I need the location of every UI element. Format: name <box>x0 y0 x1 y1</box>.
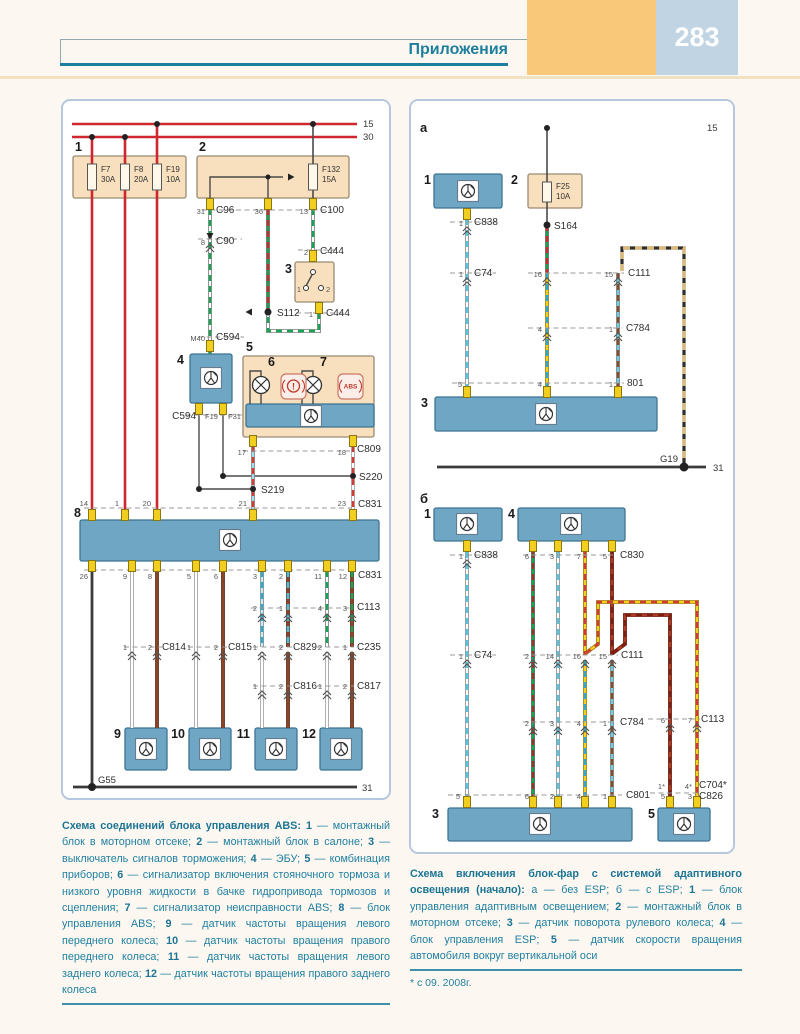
connector-stub <box>609 797 616 808</box>
wire-label: C831 <box>358 570 382 581</box>
wire-label: 23 <box>337 499 346 508</box>
wire-label: 5 <box>455 792 460 801</box>
brake-warning-glyph: ! <box>292 381 295 392</box>
junction-dot <box>122 134 128 140</box>
wire-label: C826 <box>699 791 723 802</box>
wire-label: 1 <box>424 507 431 521</box>
wire-label: 1 <box>608 380 613 389</box>
wire-label: F7 <box>101 165 111 174</box>
wire-label: 3 <box>252 572 257 581</box>
wire-label: 2 <box>524 719 529 728</box>
wire-label: 5 <box>602 552 607 561</box>
wire-label: 20 <box>142 499 151 508</box>
connector-stub <box>530 541 537 552</box>
wire-label: 14 <box>79 499 88 508</box>
wire-label: C784 <box>626 323 650 334</box>
connector-stub <box>207 199 214 210</box>
connector-stub <box>544 387 551 398</box>
wire-label: C100 <box>320 205 344 216</box>
wire-label: C816 <box>293 681 317 692</box>
wire-label: 21 <box>238 499 247 508</box>
junction-dot <box>544 222 551 229</box>
connector-stub <box>667 797 674 808</box>
junction-dot <box>266 175 271 180</box>
connector-stub <box>582 797 589 808</box>
wire-label: 15 <box>598 652 607 661</box>
wire-label: C814 <box>162 642 186 653</box>
wire-label: 15 <box>363 119 374 130</box>
wire-label: 5 <box>186 572 191 581</box>
wire-label: 13 <box>299 207 308 216</box>
wire-label: C235 <box>357 642 381 653</box>
wire-label: 3 <box>342 604 347 613</box>
wire-label: 11 <box>236 727 250 741</box>
junction-dot <box>88 783 96 791</box>
fuse-symbol <box>309 164 318 190</box>
wire-label: 5 <box>457 380 462 389</box>
wire-label: 2 <box>511 173 518 187</box>
component-symbol <box>457 514 478 535</box>
wire-label: 1 <box>296 285 301 294</box>
wire-label: 1 <box>114 499 119 508</box>
wire-label: 9 <box>122 572 127 581</box>
connector-stub <box>89 561 96 572</box>
wire-label: 4 <box>508 507 515 521</box>
wire-label: 8 <box>147 572 152 581</box>
connector-stub <box>154 561 161 572</box>
fuse-symbol <box>88 164 97 190</box>
wire-label: 1 <box>317 682 322 691</box>
wire-label: 12 <box>302 727 316 741</box>
wire-label: 15 <box>604 270 613 279</box>
wire-label: 31 <box>713 463 724 474</box>
connector-stub <box>582 541 589 552</box>
connector-stub <box>316 303 323 314</box>
wire-label: 6 <box>524 552 529 561</box>
component-symbol <box>674 814 695 835</box>
wire-label: C784 <box>620 717 644 728</box>
wire-label: C111 <box>628 268 651 279</box>
wire-label: 3 <box>285 262 292 276</box>
page-number: 283 <box>674 22 720 52</box>
wire-label: 11 <box>314 572 322 581</box>
wire-label: 2 <box>303 248 308 257</box>
wire-label: C801 <box>626 790 650 801</box>
wire-label: 3 <box>687 792 692 801</box>
brake-warning-icon <box>281 374 306 399</box>
junction-dot <box>265 309 272 316</box>
wire-label: 3 <box>549 719 554 728</box>
wire-label: C111 <box>621 650 644 661</box>
junction-dot <box>680 463 689 472</box>
wire-label: 1 <box>458 652 463 661</box>
wire-label: 4* <box>684 782 692 791</box>
wire-label: 1 <box>75 140 82 154</box>
wire-label: 7 <box>320 355 327 369</box>
connector-stub <box>220 561 227 572</box>
right-caption-text: Схема включения блок-фар с системой адаптивного освещения (начало): а — без ESP; б — с ESP; 1 — блок управления адаптивным освещением; 2 — монтажный блок в моторном отсеке; 3 — датчик поворота рулевого колеса; 4 — блок управления ESP; 5 — датчик скорости вращения автомобиля вокруг вертикальной оси <box>410 868 742 963</box>
wire-label: 1 <box>252 682 257 691</box>
abs-warning-icon <box>338 374 363 399</box>
wire-label: C829 <box>293 642 317 653</box>
wire-label: C74 <box>474 268 493 279</box>
wire-label: C838 <box>474 550 498 561</box>
wire-label: 2 <box>213 643 218 652</box>
connector-stub <box>555 797 562 808</box>
wire-label: 10 <box>171 727 185 741</box>
wire-label: 6 <box>524 792 529 801</box>
wire-label: 801 <box>627 378 644 389</box>
wire-label: 7 <box>687 716 692 725</box>
wire-label: 1 <box>608 325 613 334</box>
junction-dot <box>310 121 316 127</box>
left-caption-rule <box>62 1003 390 1005</box>
wire-label: S220 <box>359 472 383 483</box>
component-symbol <box>201 368 222 389</box>
fuse-symbol <box>543 182 552 202</box>
wire-label: 26 <box>79 572 88 581</box>
wire-label: 1 <box>458 552 463 561</box>
connector-stub <box>464 387 471 398</box>
wire-label: 8 <box>74 506 81 520</box>
lamp-symbol <box>253 377 270 394</box>
wire-label: 15A <box>322 175 337 184</box>
wire-label: 1 <box>602 792 607 801</box>
wire-label: 2 <box>317 643 322 652</box>
junction-dot <box>196 486 202 492</box>
wire-label: 2 <box>278 572 283 581</box>
connector-stub <box>615 387 622 398</box>
wire-label: C96 <box>216 205 235 216</box>
right-diagram-panel <box>410 100 734 853</box>
wire-label: C113 <box>701 714 725 725</box>
wire-label: 5 <box>648 807 655 821</box>
connector-stub <box>350 436 357 447</box>
connector-stub <box>207 341 214 352</box>
component-symbol <box>331 739 352 760</box>
wire-label: 31 <box>362 783 373 794</box>
wire-label: 2 <box>342 682 347 691</box>
wire-label: 5 <box>246 340 253 354</box>
wire-label: 2 <box>524 652 529 661</box>
component-symbol <box>200 739 221 760</box>
component-symbol <box>136 739 157 760</box>
wire-label: 1 <box>308 310 313 319</box>
connector-stub <box>555 541 562 552</box>
wire-label: 2 <box>549 792 554 801</box>
wire-label: 10A <box>556 192 571 201</box>
component-block <box>528 174 582 208</box>
header-title: Приложения <box>408 41 508 58</box>
connector-stub <box>89 510 96 521</box>
wire-label: 14 <box>545 652 554 661</box>
wire-label: C809 <box>357 444 381 455</box>
wire-label: C830 <box>620 550 644 561</box>
junction-dot <box>220 473 226 479</box>
wire-label: 4 <box>177 353 184 367</box>
connector-stub <box>196 404 203 415</box>
wire-label: 16 <box>572 652 581 661</box>
wire-label: 9 <box>114 727 121 741</box>
wire-label: 18 <box>337 448 346 457</box>
wire-label: 2 <box>252 604 257 613</box>
wire-label: M40 <box>190 334 205 343</box>
left-diagram-caption <box>62 818 390 1005</box>
wire-label: G19 <box>660 454 678 465</box>
wire-label: 1 <box>458 270 463 279</box>
wire-label: F8 <box>134 165 144 174</box>
wire-label: 4 <box>537 325 542 334</box>
wire-label: C90 <box>216 236 235 247</box>
wire-label: C444 <box>320 246 344 257</box>
wire-label: S219 <box>261 485 285 496</box>
connector-stub <box>259 561 266 572</box>
junction-dot <box>350 473 356 479</box>
wire-label: 6 <box>268 355 275 369</box>
wire-label: 20A <box>134 175 149 184</box>
wire-label: 4 <box>537 380 542 389</box>
wire-label: C444 <box>326 308 350 319</box>
junction-dot <box>154 121 160 127</box>
wire-label: 15 <box>707 123 718 134</box>
wire-label: 2 <box>199 140 206 154</box>
wire-label: 3 <box>421 396 428 410</box>
wire-label: C594 <box>216 332 240 343</box>
wire-label: F31 <box>228 412 241 421</box>
wire-label: C74 <box>474 650 493 661</box>
wire-label: 1 <box>342 643 347 652</box>
connector-stub <box>609 541 616 552</box>
wire-label: 4 <box>576 719 581 728</box>
connector-stub <box>464 209 471 220</box>
fuse-symbol <box>121 164 130 190</box>
wire-label: F25 <box>556 182 570 191</box>
connector-stub <box>122 510 129 521</box>
wire-label: C831 <box>358 499 382 510</box>
wire-label: 8 <box>200 238 205 247</box>
right-caption-rule <box>410 969 742 971</box>
wire-label: 30A <box>101 175 116 184</box>
abs-warning-glyph: ABS <box>343 383 358 391</box>
component-symbol <box>561 514 582 535</box>
component-block <box>295 262 334 302</box>
junction-dot <box>89 134 95 140</box>
wire-label: 36 <box>254 207 263 216</box>
wire-label: 1 <box>122 643 127 652</box>
wire-label: F132 <box>322 165 341 174</box>
connector-stub <box>464 797 471 808</box>
component-symbol <box>458 181 479 202</box>
wire-label: C817 <box>357 681 381 692</box>
connector-stub <box>220 404 227 415</box>
wire-label: 31 <box>196 207 205 216</box>
wire-label: 1 <box>458 219 463 228</box>
footnote: * с 09. 2008г. <box>410 977 472 990</box>
wire-label: S112 <box>277 308 300 319</box>
wire-label: 6 <box>213 572 218 581</box>
lamp-symbol <box>305 377 322 394</box>
connector-stub <box>310 251 317 262</box>
wire-label: 2 <box>278 682 283 691</box>
wire-label: 3 <box>432 807 439 821</box>
wire-label: S164 <box>554 221 578 232</box>
connector-stub <box>324 561 331 572</box>
connector-stub <box>349 561 356 572</box>
wire-label: C594 <box>172 411 196 422</box>
wire-label: G55 <box>98 775 116 786</box>
left-caption-text: Схема соединений блока управления ABS: 1 — монтажный блок в моторном отсеке; 2 — монтажный блок в салоне; 3 — выключатель сигналов торможения; 4 — ЭБУ; 5 — комбинация приборов; 6 — сигнализатор включения стояночного тормоза и низкого уровня жидкости в бачке гидропривода тормозов и сцепления; 7 — сигнализатор неисправности ABS; 8 — блок управления ABS; 9 — датчик частоты вращения левого переднего колеса; 10 — датчик частоты вращения правого переднего колеса; 11 — датчик частоты вращения левого заднего колеса; 12 — датчик частоты вращения правого заднего колеса <box>62 820 391 997</box>
component-symbol <box>301 406 322 427</box>
connector-stub <box>265 199 272 210</box>
wire-label: 1 <box>602 719 607 728</box>
connector-stub <box>129 561 136 572</box>
wire-label: 17 <box>237 448 246 457</box>
wire-label: 1 <box>278 604 283 613</box>
wire-label: F19 <box>166 165 180 174</box>
wire-label: C838 <box>474 217 498 228</box>
wire-label: 2 <box>147 643 152 652</box>
connector-stub <box>350 510 357 521</box>
wire-label: 30 <box>363 132 374 143</box>
junction-dot <box>250 486 256 492</box>
connector-stub <box>464 541 471 552</box>
connector-stub <box>285 561 292 572</box>
wire-label: 3 <box>549 552 554 561</box>
wire-label: F19 <box>205 412 218 421</box>
wire-label: б <box>420 491 429 506</box>
wire-label: 12 <box>338 572 347 581</box>
junction-dot <box>544 125 550 131</box>
connector-stub <box>250 510 257 521</box>
wire-label: 2 <box>326 285 331 294</box>
connector-stub <box>530 797 537 808</box>
wire-label: C113 <box>357 602 381 613</box>
wire-label: 1 <box>424 173 431 187</box>
right-diagram-caption <box>410 866 742 992</box>
wire-label: 4 <box>317 604 322 613</box>
connector-stub <box>154 510 161 521</box>
component-symbol <box>220 530 241 551</box>
component-symbol <box>530 814 551 835</box>
wire-label: 6 <box>660 716 665 725</box>
wire-label: C815 <box>228 642 252 653</box>
wire-label: а <box>420 120 428 135</box>
component-symbol <box>536 404 557 425</box>
wire-label: 1 <box>186 643 191 652</box>
wire-label: 16 <box>533 270 542 279</box>
wire-label: C704* <box>699 780 727 791</box>
wire-label: 2 <box>278 643 283 652</box>
fuse-symbol <box>153 164 162 190</box>
wire-label: 10A <box>166 175 181 184</box>
connector-stub <box>193 561 200 572</box>
wire-label: 1* <box>657 782 665 791</box>
wire-label: 4 <box>576 792 581 801</box>
connector-stub <box>310 199 317 210</box>
wire-label: 7 <box>576 552 581 561</box>
component-symbol <box>266 739 287 760</box>
wire-label: 1 <box>252 643 257 652</box>
wire-label: 5 <box>660 792 665 801</box>
connector-stub <box>250 436 257 447</box>
